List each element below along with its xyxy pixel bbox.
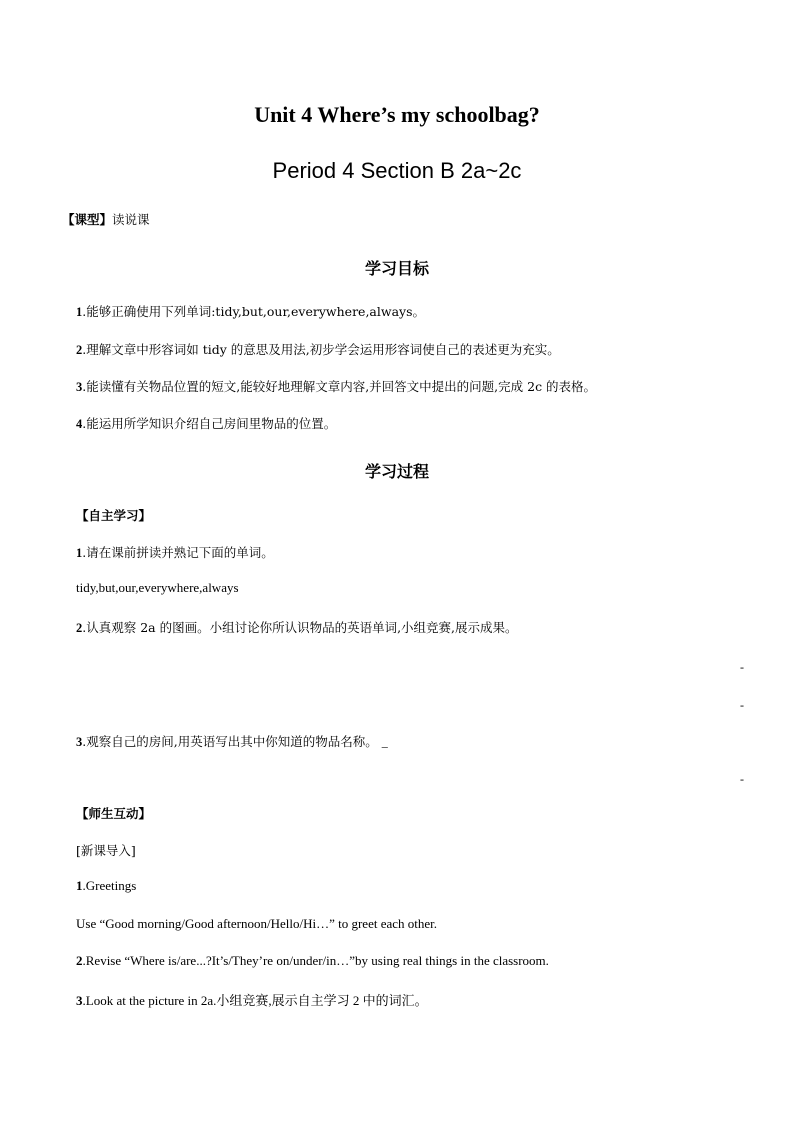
objective-item: 1.能够正确使用下列单词:tidy,but,our,everywhere,always。 <box>76 304 425 319</box>
lesson-type-label: 【课型】 <box>62 212 113 227</box>
page-title: Unit 4 Where’s my schoolbag? <box>254 102 540 127</box>
self-study-item: 2.认真观察 2a 的图画。小组讨论你所认识物品的英语单词,小组竞赛,展示成果。 <box>76 620 518 635</box>
interaction-item: Use “Good morning/Good afternoon/Hello/Hi…” to greet each other. <box>76 916 438 931</box>
self-study-label: 【自主学习】 <box>76 508 152 523</box>
self-study-item: 3.观察自己的房间,用英语写出其中你知道的物品名称。 _ <box>76 734 388 749</box>
objectives-heading: 学习目标 <box>364 259 429 278</box>
self-study-item: tidy,but,our,everywhere,always <box>76 580 239 595</box>
page-subtitle: Period 4 Section B 2a~2c <box>272 158 522 183</box>
lesson-type <box>62 210 150 228</box>
answer-blank: - <box>740 772 744 786</box>
interaction-item: 2.Revise “Where is/are...?It’s/They’re on/under/in…”by using real things in the classroom. <box>76 953 549 968</box>
interaction-label: 【师生互动】 <box>76 806 152 821</box>
new-lesson-label: [新课导入] <box>76 843 136 858</box>
lesson-type-value: 读说课 <box>112 212 150 227</box>
self-study-item: 1.请在课前拼读并熟记下面的单词。 <box>76 545 274 560</box>
objective-item: 2.理解文章中形容词如 tidy 的意思及用法,初步学会运用形容词使自己的表述更为充实。 <box>76 342 560 357</box>
interaction-item: 3.Look at the picture in 2a.小组竞赛,展示自主学习 2 中的词汇。 <box>76 993 428 1008</box>
interaction-item: 1.Greetings <box>76 878 137 893</box>
answer-blank: - <box>740 698 744 712</box>
objective-item: 3.能读懂有关物品位置的短文,能较好地理解文章内容,并回答文中提出的问题,完成 2c 的表格。 <box>76 379 597 394</box>
objective-item: 4.能运用所学知识介绍自己房间里物品的位置。 <box>76 416 337 431</box>
answer-blank: - <box>740 660 744 674</box>
answer-blank: _ <box>381 735 388 749</box>
process-heading: 学习过程 <box>364 462 429 481</box>
